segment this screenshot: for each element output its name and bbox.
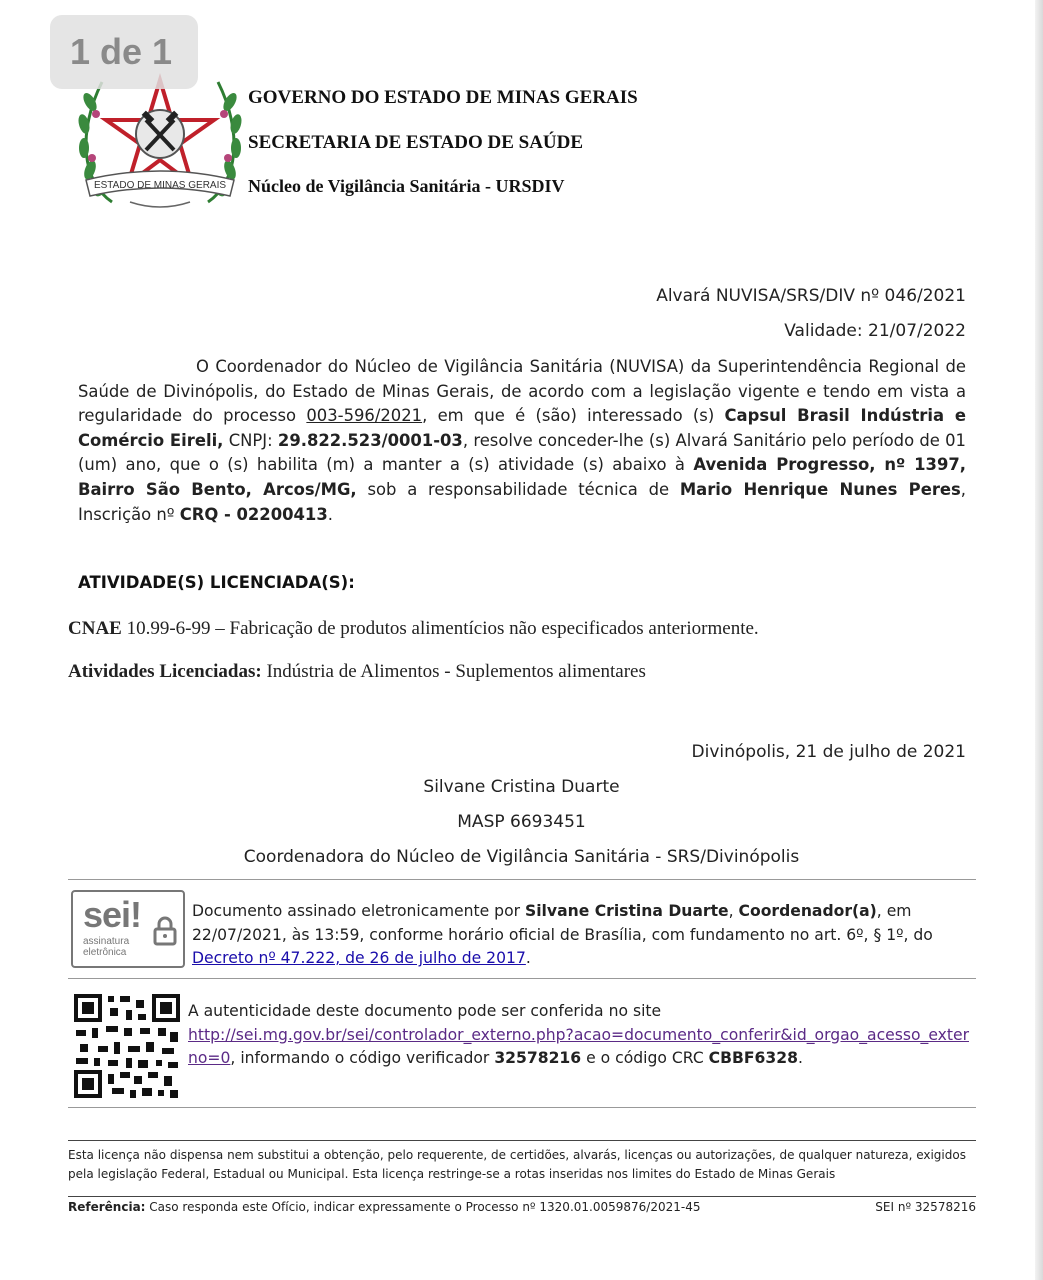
header-secretariat: SECRETARIA DE ESTADO DE SAÚDE xyxy=(248,132,584,153)
crc-code: CBBF6328 xyxy=(708,1049,798,1067)
header-government: GOVERNO DO ESTADO DE MINAS GERAIS xyxy=(248,87,638,108)
signer-role: Coordenadora do Núcleo de Vigilância Sanitária - SRS/Divinópolis xyxy=(243,847,800,867)
verification-url-link[interactable]: http://sei.mg.gov.br/sei/controlador_externo.php?acao=documento_conferir&id_orgao_acesso_externo=0 xyxy=(188,1025,969,1067)
reference-line: Referência: Caso responda este Ofício, indicar expressamente o Processo nº 1320.01.0059876/2021-45 SEI nº 32578216 xyxy=(68,1200,976,1214)
divider xyxy=(68,978,976,979)
license-body-paragraph: O Coordenador do Núcleo de Vigilância Sanitária (NUVISA) da Superintendência Regional de Saúde de Divinópolis, do Estado de Minas Gerais, de acordo com a legislação vigente e tendo em vista a regularidade do processo 003-596/2021, em que é (são) interessado (s) Capsul Brasil Indústria e Comércio Eireli, CNPJ: 29.822.523/0001-03, resolve conceder-lhe (s) Alvará Sanitário pelo período de 01 (um) ano, que o (s) habilita (m) a manter a (s) atividade (s) abaixo à Avenida Progresso, nº 1397, Bairro São Bento, Arcos/MG, sob a responsabilidade técnica de Mario Henrique Nunes Peres, Inscrição nº CRQ - 02200413. xyxy=(78,357,966,524)
divider xyxy=(68,1107,976,1108)
qr-code-icon xyxy=(72,992,182,1100)
sei-number: SEI nº 32578216 xyxy=(875,1200,976,1214)
divider xyxy=(68,879,976,880)
decree-link[interactable]: Decreto nº 47.222, de 26 de julho de 2017 xyxy=(192,949,526,967)
footer-divider xyxy=(68,1140,976,1141)
cnae-line: CNAE 10.99-6-99 – Fabricação de produtos alimentícios não especificados anteriormente. xyxy=(68,618,759,639)
header-department: Núcleo de Vigilância Sanitária - URSDIV xyxy=(248,176,565,196)
crest-banner-text: ESTADO DE MINAS GERAIS xyxy=(93,180,227,191)
process-number: 003-596/2021 xyxy=(306,406,423,426)
license-disclaimer: Esta licença não dispensa nem substitui a obtenção, pelo requerente, de certidões, alvarás, licenças ou autorizações, de qualquer natureza, exigidos pela legislação Federal, Estadual ou Municipal. Esta licença restringe-se a rotas inseridas nos limites do Estado de Minas Gerais xyxy=(68,1148,966,1181)
crq-number: CRQ - 02200413 xyxy=(179,504,328,524)
company-name: Capsul Brasil Indústria e Comércio Eireli, xyxy=(78,406,966,450)
alvara-number: Alvará NUVISA/SRS/DIV nº 046/2021 xyxy=(656,286,966,306)
page-indicator: 1 de 1 xyxy=(50,15,198,89)
company-address: Avenida Progresso, nº 1397, Bairro São Bento, Arcos/MG, xyxy=(78,455,966,499)
validity-date: Validade: 21/07/2022 xyxy=(784,321,966,341)
signer-name: Silvane Cristina Duarte xyxy=(423,777,620,797)
signer-masp: MASP 6693451 xyxy=(457,812,586,832)
lock-icon xyxy=(153,916,177,946)
authenticity-text: A autenticidade deste documento pode ser conferida no site http://sei.mg.gov.br/sei/controlador_externo.php?acao=documento_conferir&id_orgao_acesso_externo=0, informando o código verificador 32578216 e o código CRC CBBF6328. xyxy=(188,1002,969,1067)
sei-signature-logo: sei! assinatura eletrônica xyxy=(71,890,185,968)
technical-responsible: Mario Henrique Nunes Peres xyxy=(679,479,961,499)
licensed-activities-line: Atividades Licenciadas: Indústria de Alimentos - Suplementos alimentares xyxy=(68,661,646,682)
place-date: Divinópolis, 21 de julho de 2021 xyxy=(691,742,966,762)
electronic-signature-text: Documento assinado eletronicamente por Silvane Cristina Duarte, Coordenador(a), em 22/07/2021, às 13:59, conforme horário oficial de Brasília, com fundamento no art. 6º, § 1º, do Decreto nº 47.222, de 26 de julho de 2017. xyxy=(192,902,933,967)
licensed-activities-title: ATIVIDADE(S) LICENCIADA(S): xyxy=(78,573,355,592)
cnpj-value: 29.822.523/0001-03 xyxy=(277,430,463,450)
page-edge xyxy=(1035,0,1043,1280)
reference-divider xyxy=(68,1196,976,1197)
verification-code: 32578216 xyxy=(494,1049,582,1067)
